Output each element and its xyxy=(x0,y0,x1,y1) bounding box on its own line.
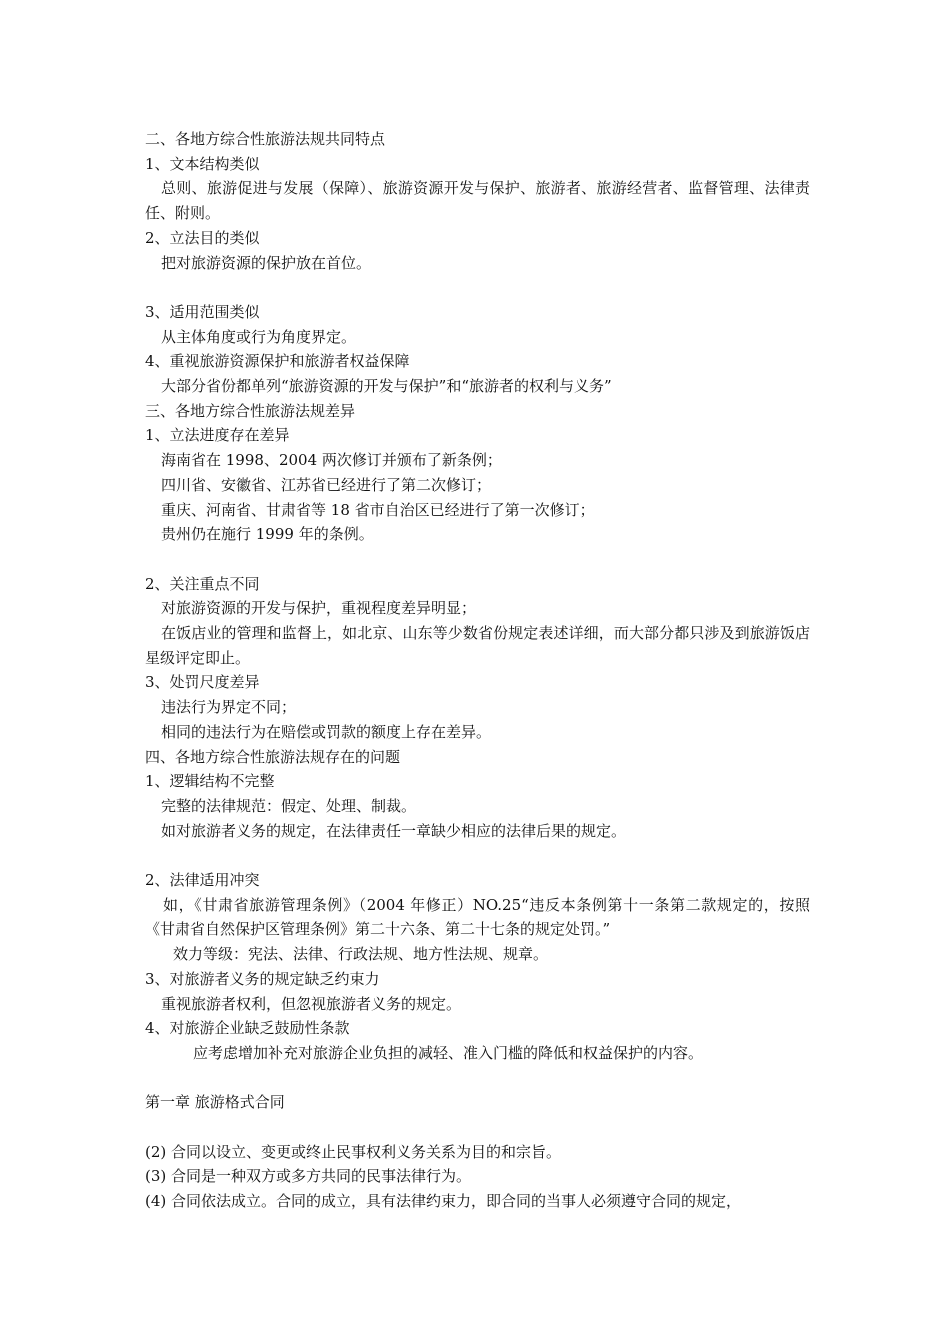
chapter-heading: 第一章 旅游格式合同 xyxy=(145,1093,285,1112)
item-text: 重庆、河南省、甘肃省等 18 省市自治区已经进行了第一次修订； xyxy=(161,500,595,519)
item-title: 4、对旅游企业缺乏鼓励性条款 xyxy=(145,1019,350,1038)
section-heading: 二、各地方综合性旅游法规共同特点 xyxy=(145,130,386,148)
item-text: 海南省在 1998、2004 两次修订并颁布了新条例； xyxy=(161,451,502,470)
item-text: 如，《甘肃省旅游管理条例》（2004 年修正）NO.25“违反本条例第十一条第二款规定的，按照《甘肃省自然保护区管理条例》第二十六条、第二十七条的规定处罚。” xyxy=(145,895,810,939)
blank-line xyxy=(145,1115,810,1140)
item-text: 违法行为界定不同； xyxy=(161,698,297,717)
item-text: 贵州仍在施行 1999 年的条例。 xyxy=(161,525,374,544)
item-title: 3、适用范围类似 xyxy=(145,302,260,321)
item-text: 应考虑增加补充对旅游企业负担的减轻、准入门槛的降低和权益保护的内容。 xyxy=(193,1043,704,1062)
item-text: 大部分省份都单列“旅游资源的开发与保护”和“旅游者的权利与义务” xyxy=(161,377,612,396)
section-heading: 三、各地方综合性旅游法规差异 xyxy=(145,401,356,420)
item-title: 3、对旅游者义务的规定缺乏约束力 xyxy=(145,969,380,988)
blank-line xyxy=(145,547,810,572)
item-title: 4、重视旅游资源保护和旅游者权益保障 xyxy=(145,352,410,371)
item-title: 1、立法进度存在差异 xyxy=(145,426,290,445)
document-body xyxy=(145,127,810,1214)
item-text: 完整的法律规范：假定、处理、制裁。 xyxy=(161,796,417,815)
list-item: (3) 合同是一种双方或多方共同的民事法律行为。 xyxy=(145,1167,472,1186)
item-text: 从主体角度或行为角度界定。 xyxy=(161,327,357,346)
item-title: 1、文本结构类似 xyxy=(145,154,260,173)
item-text: 把对旅游资源的保护放在首位。 xyxy=(161,253,372,272)
item-title: 2、立法目的类似 xyxy=(145,228,260,247)
item-text: 效力等级：宪法、法律、行政法规、地方性法规、规章。 xyxy=(173,945,549,964)
item-title: 3、处罚尺度差异 xyxy=(145,673,260,692)
item-text: 如对旅游者义务的规定，在法律责任一章缺少相应的法律后果的规定。 xyxy=(161,821,627,840)
item-title: 2、关注重点不同 xyxy=(145,574,260,593)
blank-line xyxy=(145,843,810,868)
list-item: (4) 合同依法成立。合同的成立，具有法律约束力，即合同的当事人必须遵守合同的规定， xyxy=(145,1192,742,1211)
item-text: 相同的违法行为在赔偿或罚款的额度上存在差异。 xyxy=(161,722,492,741)
blank-line xyxy=(145,1066,810,1091)
item-text: 在饭店业的管理和监督上，如北京、山东等少数省份规定表述详细，而大部分都只涉及到旅游饭店星级评定即止。 xyxy=(145,624,810,667)
item-title: 1、逻辑结构不完整 xyxy=(145,772,275,791)
item-text: 重视旅游者权利，但忽视旅游者义务的规定。 xyxy=(161,994,462,1013)
section-heading: 四、各地方综合性旅游法规存在的问题 xyxy=(145,747,401,766)
list-item: (2) 合同以设立、变更或终止民事权利义务关系为目的和宗旨。 xyxy=(145,1142,562,1161)
blank-line xyxy=(145,275,810,300)
item-text: 对旅游资源的开发与保护，重视程度差异明显； xyxy=(161,599,477,618)
item-text: 四川省、安徽省、江苏省已经进行了第二次修订； xyxy=(161,475,492,494)
item-text: 总则、旅游促进与发展（保障）、旅游资源开发与保护、旅游者、旅游经营者、监督管理、法律责任、附则。 xyxy=(145,179,810,223)
item-title: 2、法律适用冲突 xyxy=(145,871,260,890)
